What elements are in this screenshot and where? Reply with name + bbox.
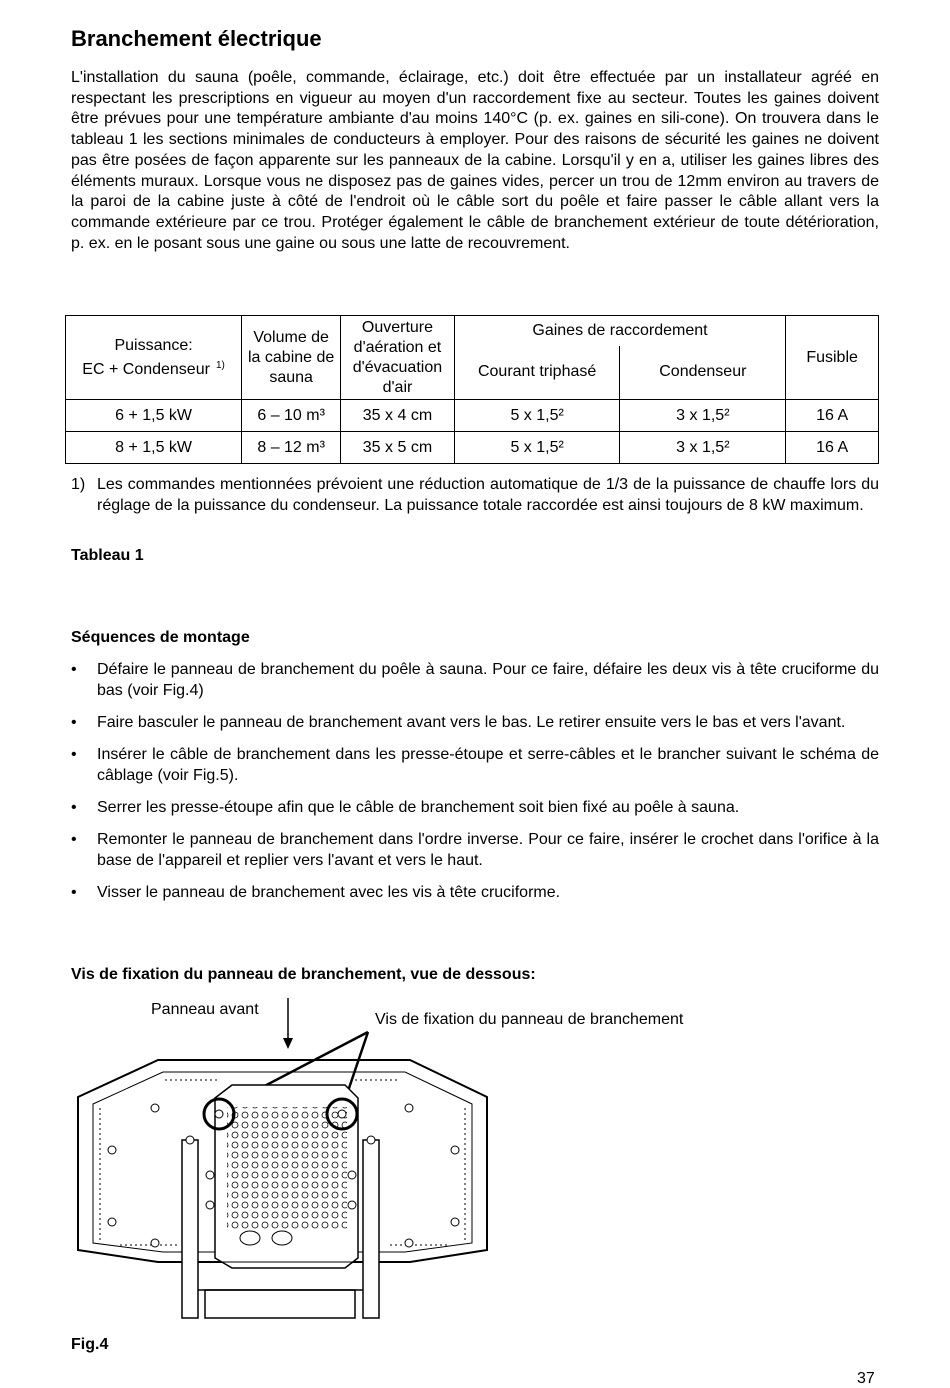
header-power-line1: Puissance: — [114, 336, 193, 354]
header-power-line2: EC + Condenseur — [82, 360, 210, 378]
header-conduits: Gaines de raccordement — [454, 316, 785, 346]
heater-bottom-view-figure — [70, 990, 500, 1330]
footnote-text: Les commandes mentionnées prévoient une réduction automatique de 1/3 de la puissance de chauffe lors du réglage de la puissance du condenseur. La puissance totale raccordée est ainsi toujours de 8 kW maximum. — [97, 476, 879, 514]
list-item — [71, 744, 879, 786]
step-text: Remonter le panneau de branchement dans l'ordre inverse. Pour ce faire, insérer le crochet dans l'orifice à la base de l'appareil et replier vers l'avant et vers le haut. — [97, 831, 879, 869]
list-item — [71, 882, 879, 903]
list-item — [71, 712, 879, 733]
bullet: • — [71, 884, 77, 901]
cell-opening: 35 x 5 cm — [341, 432, 455, 464]
page-number: 37 — [857, 1370, 875, 1387]
cell-volume: 6 – 10 m³ — [242, 400, 341, 432]
cell-power: 6 + 1,5 kW — [66, 400, 242, 432]
cell-opening: 35 x 4 cm — [341, 400, 455, 432]
footnote-number: 1) — [71, 476, 86, 493]
cell-condenser: 3 x 1,5² — [620, 432, 786, 464]
list-item — [71, 797, 879, 818]
cell-fuse: 16 A — [786, 432, 879, 464]
step-text: Insérer le câble de branchement dans les presse-étoupe et serre-câbles et le brancher suivant le schéma de câblage (voir Fig.5). — [97, 746, 879, 784]
step-text: Visser le panneau de branchement avec les vis à tête cruciforme. — [97, 884, 561, 901]
table-row — [66, 400, 879, 432]
step-text: Faire basculer le panneau de branchement avant vers le bas. Le retirer ensuite vers le bas et vers l'avant. — [97, 714, 846, 731]
header-threephase: Courant triphasé — [454, 346, 620, 400]
header-volume: Volume de la cabine de sauna — [242, 316, 341, 400]
label-screws: Vis de fixation du panneau de branchement — [375, 1011, 684, 1028]
header-condenser: Condenseur — [620, 346, 786, 400]
step-text: Serrer les presse-étoupe afin que le câble de branchement soit bien fixé au poêle à sauna. — [97, 799, 740, 816]
cell-volume: 8 – 12 m³ — [242, 432, 341, 464]
bullet: • — [71, 661, 77, 678]
header-fuse: Fusible — [786, 316, 879, 400]
cell-threephase: 5 x 1,5² — [454, 432, 620, 464]
cell-fuse: 16 A — [786, 400, 879, 432]
header-power — [66, 316, 242, 400]
step-text: Défaire le panneau de branchement du poêle à sauna. Pour ce faire, défaire les deux vis à tête cruciforme du bas (voir Fig.4) — [97, 661, 879, 699]
front-panel-arrow — [283, 998, 293, 1049]
cell-condenser: 3 x 1,5² — [620, 400, 786, 432]
page-title: Branchement électrique — [71, 26, 322, 51]
figure-title: Vis de fixation du panneau de branchement, vue de dessous: — [71, 966, 536, 983]
list-item — [71, 829, 879, 871]
table-caption: Tableau 1 — [71, 547, 144, 564]
intro-paragraph: L'installation du sauna (poêle, commande, éclairage, etc.) doit être effectuée par un installateur agréé en respectant les prescriptions en vigueur au moyen d'un raccordement fixe au secteur. Toutes les gaines doivent être prévues pour une température ambiante d'au moins 140°C (p. ex. gaines en sili-cone). On trouvera dans le tableau 1 les sections minimales de conducteurs à employer. Pour des raisons de sécurité les gaines ne doivent pas être posées de façon apparente sur les panneaux de la cabine. Lorsqu'il y en a, utiliser les gaines libres des éléments muraux. Lorsque vous ne disposez pas de gaines vides, percer un trou de 12mm environ au travers de la paroi de la cabine juste à côté de l'endroit où le câble sort du poêle et faire passer le câble allant vers la commande extérieure par ce trou. Protéger également le câble de branchement extérieur de toute détérioration, p. ex. en le posant sous une gaine ou sous une latte de recouvrement. — [71, 69, 879, 252]
table-footnote — [71, 475, 879, 516]
table-row — [66, 432, 879, 464]
bullet: • — [71, 746, 77, 763]
cell-power: 8 + 1,5 kW — [66, 432, 242, 464]
header-opening: Ouverture d'aération et d'évacuation d'air — [341, 316, 455, 400]
sequence-title: Séquences de montage — [71, 629, 250, 646]
label-front-panel: Panneau avant — [151, 1001, 259, 1018]
figure-caption: Fig.4 — [71, 1336, 109, 1353]
bullet: • — [71, 799, 77, 816]
list-item — [71, 659, 879, 701]
bullet: • — [71, 831, 77, 848]
steps-list — [71, 659, 879, 903]
conductor-table — [65, 315, 879, 464]
cell-threephase: 5 x 1,5² — [454, 400, 620, 432]
footnote-marker: 1) — [215, 359, 225, 371]
bullet: • — [71, 714, 77, 731]
